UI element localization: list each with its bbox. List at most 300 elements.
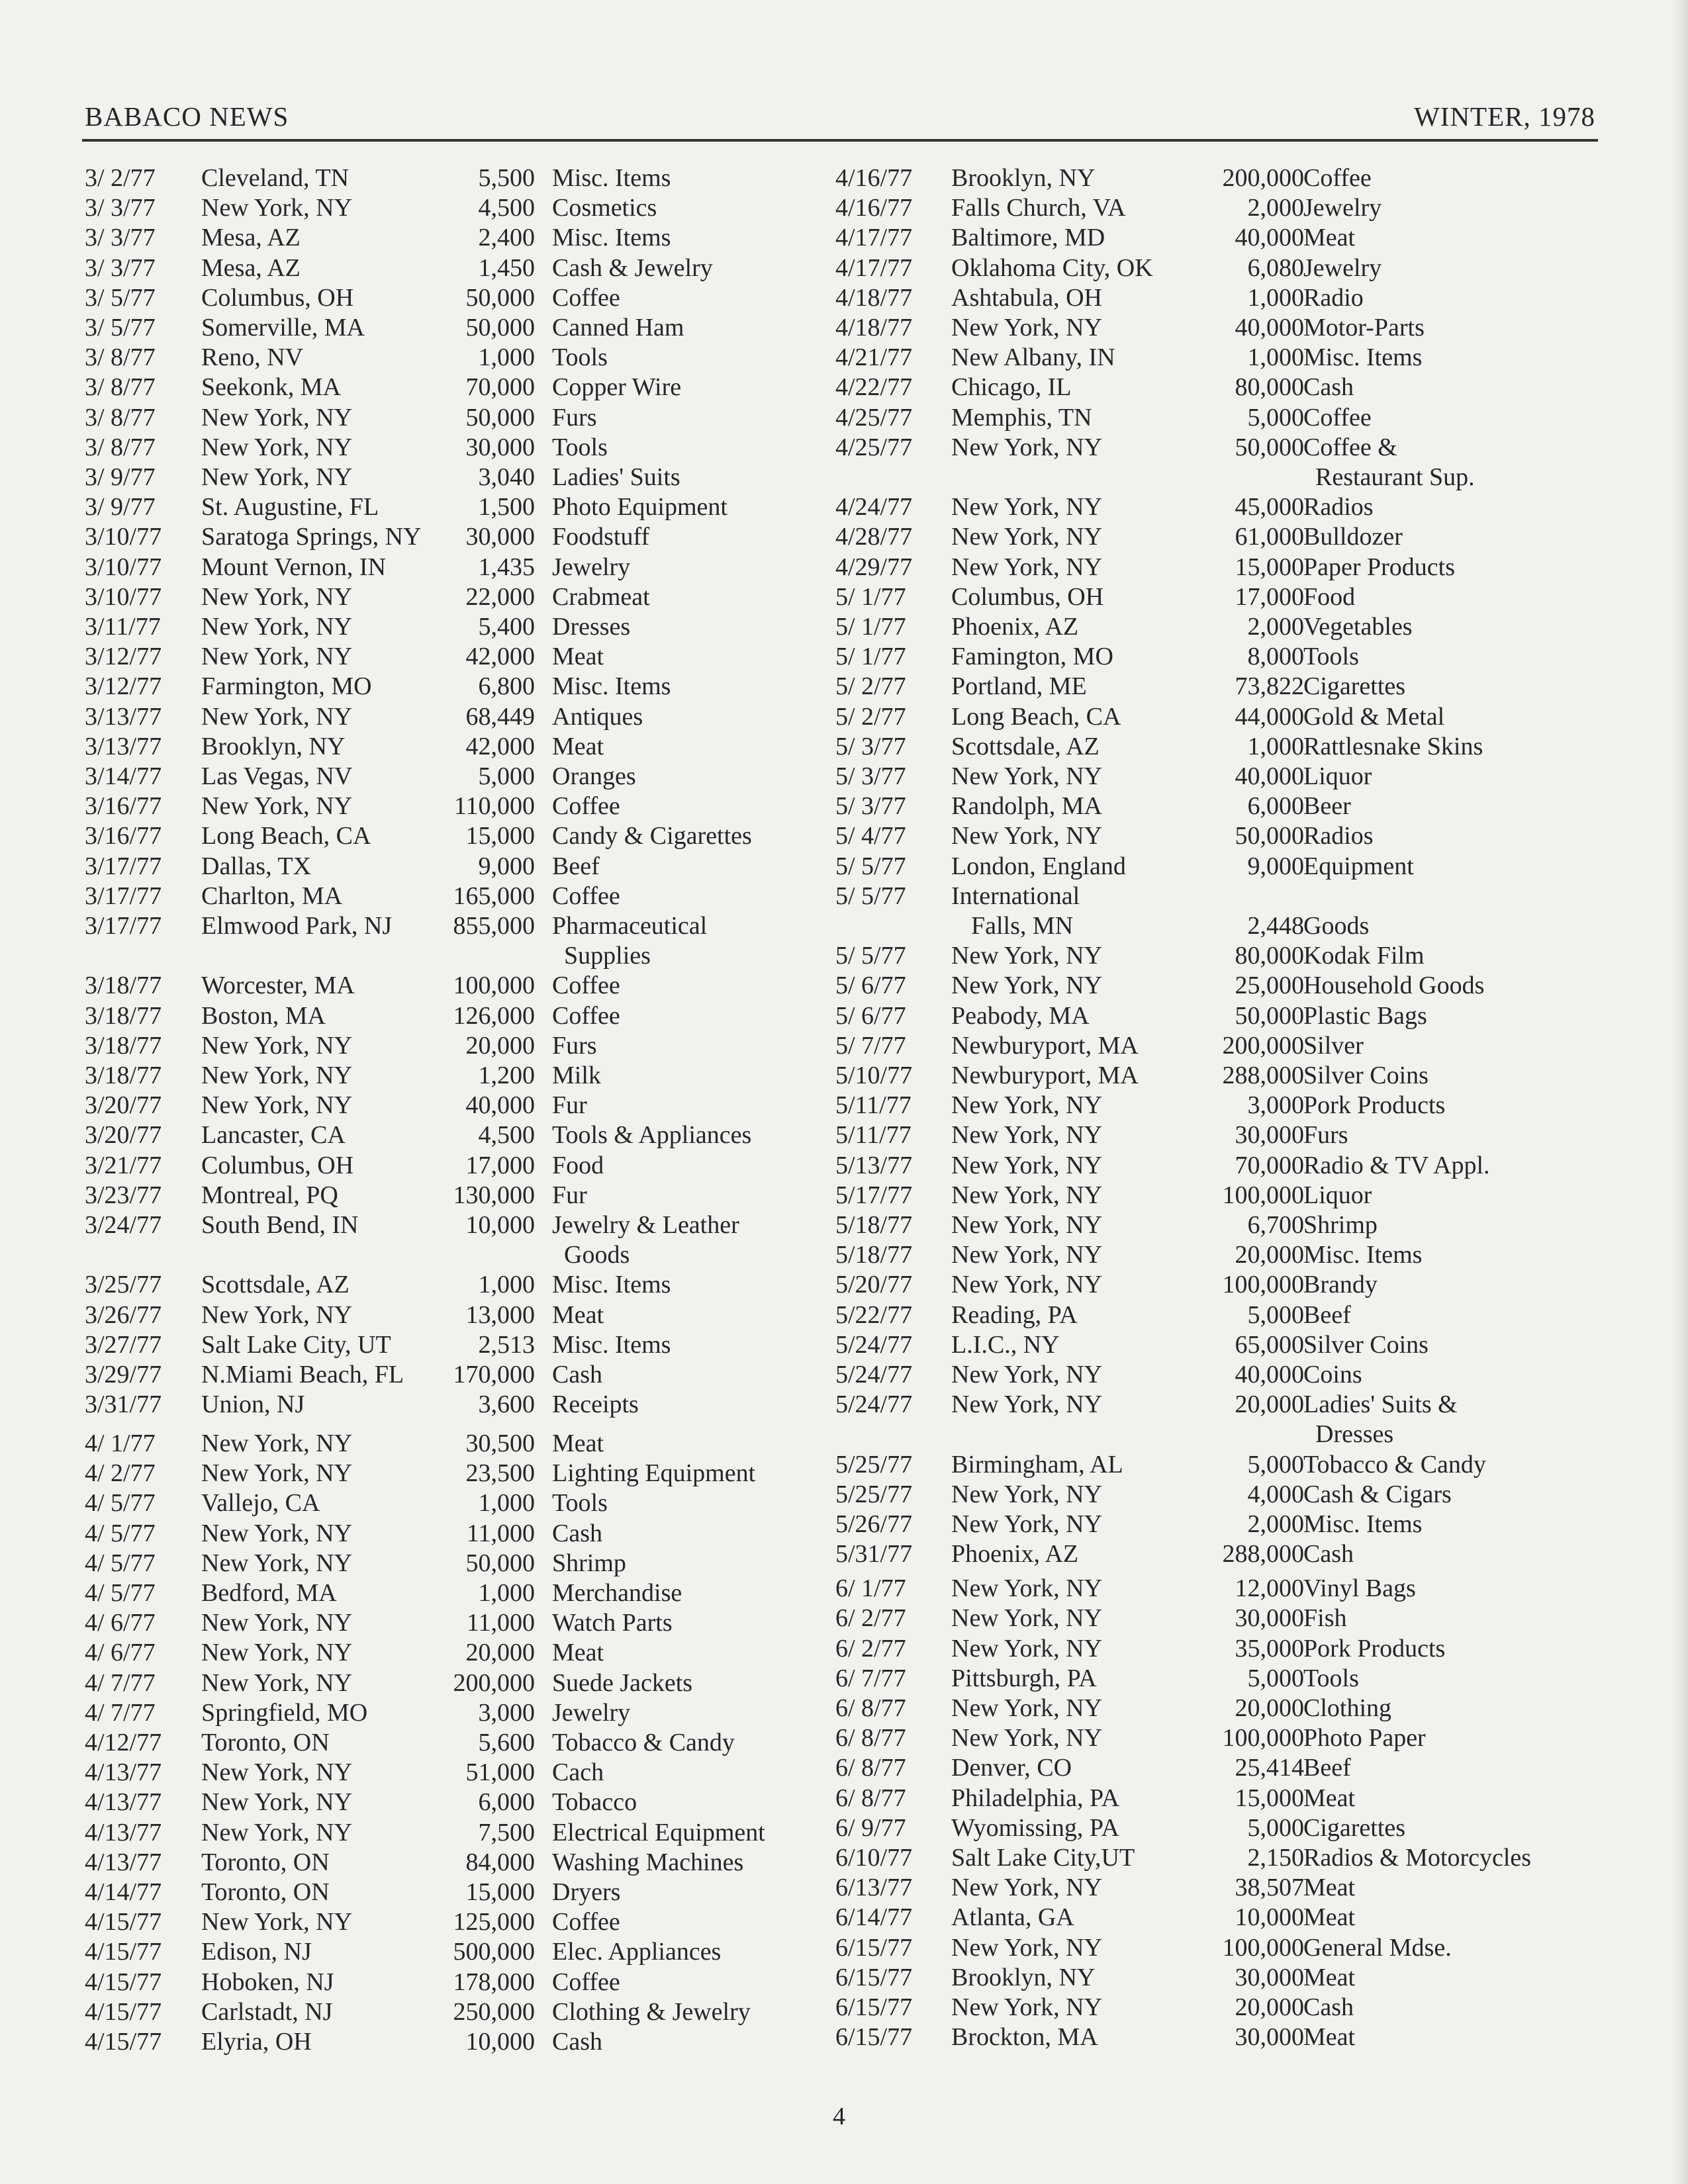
item-text: Coffee xyxy=(1303,164,1372,192)
city-text: Edison, NJ xyxy=(201,1938,312,1966)
city-text: New York, NY xyxy=(951,1724,1103,1752)
date-text: 5/13/77 xyxy=(835,1151,913,1179)
city-text: New York, NY xyxy=(951,1993,1103,2021)
amount-text: 5,600 xyxy=(478,1728,535,1756)
item-text: Lighting Equipment xyxy=(552,1459,756,1488)
date-text: 6/ 1/77 xyxy=(835,1574,906,1603)
city-text: New York, NY xyxy=(201,1519,353,1547)
amount-text: 100,000 xyxy=(1222,1181,1304,1209)
amount-text: 15,000 xyxy=(465,1878,535,1906)
amount-text: 35,000 xyxy=(1235,1634,1304,1662)
item-text: Photo Equipment xyxy=(552,493,727,522)
city-text: New York, NY xyxy=(951,1361,1103,1388)
item-text: Food xyxy=(1303,582,1356,611)
item-text: Meat xyxy=(1303,2023,1356,2052)
date-text: 3/18/77 xyxy=(85,972,162,1000)
amount-text: 50,000 xyxy=(465,283,535,312)
amount-text: 130,000 xyxy=(453,1181,535,1209)
date-text: 4/13/77 xyxy=(85,1758,162,1787)
amount-text: 68,449 xyxy=(465,702,535,731)
item-text: Cash & Cigars xyxy=(1303,1480,1452,1508)
date-text: 5/24/77 xyxy=(835,1330,913,1359)
amount-text: 70,000 xyxy=(1235,1151,1304,1179)
item-text: Milk xyxy=(552,1062,601,1089)
city-text: Salt Lake City,UT xyxy=(951,1843,1135,1872)
date-text: 3/17/77 xyxy=(85,882,162,910)
date-text: 3/23/77 xyxy=(85,1181,162,1209)
amount-text: 6,000 xyxy=(478,1788,535,1817)
amount-text: 2,000 xyxy=(1247,1510,1304,1538)
amount-text: 100,000 xyxy=(453,972,535,1000)
item-text: Gold & Metal xyxy=(1303,702,1445,731)
city-text: Columbus, OH xyxy=(201,1151,354,1179)
amount-text: 50,000 xyxy=(465,1549,535,1577)
item-text: Elec. Appliances xyxy=(552,1938,722,1966)
city-text: Newburyport, MA xyxy=(951,1031,1139,1060)
city-text: Elmwood Park, NJ xyxy=(201,912,393,940)
amount-text: 1,450 xyxy=(478,253,535,282)
item-text: Cosmetics xyxy=(552,194,657,222)
city-text: Peabody, MA xyxy=(951,1001,1090,1030)
amount-text: 500,000 xyxy=(453,1938,535,1966)
city-text: Boston, MA xyxy=(201,1001,326,1030)
city-text: New York, NY xyxy=(201,1818,353,1846)
city-text: New York, NY xyxy=(951,942,1103,970)
date-text: 3/18/77 xyxy=(85,1062,162,1089)
item-text: Cash xyxy=(552,2027,602,2056)
date-text: 6/ 2/77 xyxy=(835,1634,906,1662)
amount-text: 5,000 xyxy=(1247,403,1304,432)
date-text: 4/29/77 xyxy=(835,553,913,581)
city-text: Elyria, OH xyxy=(201,2027,312,2056)
item-text: Bulldozer xyxy=(1303,523,1403,551)
city-text: Columbus, OH xyxy=(951,582,1104,611)
item-text: Beer xyxy=(1303,792,1351,821)
date-text: 4/14/77 xyxy=(85,1878,162,1906)
date-text: 4/ 7/77 xyxy=(85,1698,156,1727)
date-text: 3/24/77 xyxy=(85,1211,162,1239)
city-text: New York, NY xyxy=(201,643,353,671)
item-text: Motor-Parts xyxy=(1303,314,1425,341)
date-text: 5/18/77 xyxy=(835,1211,913,1239)
date-text: 5/24/77 xyxy=(835,1390,913,1419)
city-text: New York, NY xyxy=(951,523,1103,551)
date-text: 4/15/77 xyxy=(85,1908,162,1936)
amount-text: 5,500 xyxy=(478,164,535,192)
date-text: 5/ 1/77 xyxy=(835,582,906,611)
date-text: 5/ 1/77 xyxy=(835,643,906,671)
city-text: Famington, MO xyxy=(951,643,1113,671)
city-text: Union, NJ xyxy=(201,1390,305,1419)
amount-text: 40,000 xyxy=(1235,1361,1304,1388)
amount-text: 20,000 xyxy=(1235,1694,1304,1722)
item-text: Radios xyxy=(1303,493,1374,522)
city-text: New York, NY xyxy=(951,1510,1103,1538)
city-text: Mesa, AZ xyxy=(201,224,301,252)
amount-text: 100,000 xyxy=(1222,1933,1304,1962)
item-text: Misc. Items xyxy=(552,224,671,252)
item-text: Coffee xyxy=(552,972,620,1000)
amount-text: 250,000 xyxy=(453,1997,535,2026)
amount-text: 2,000 xyxy=(1247,194,1304,222)
amount-text: 288,000 xyxy=(1222,1540,1304,1569)
amount-text: 80,000 xyxy=(1235,942,1304,970)
city-text: Philadelphia, PA xyxy=(951,1784,1120,1812)
date-text: 3/16/77 xyxy=(85,822,162,850)
date-text: 4/25/77 xyxy=(835,403,913,432)
item-text: Shrimp xyxy=(1303,1211,1378,1239)
date-text: 6/15/77 xyxy=(835,2023,913,2052)
amount-text: 2,150 xyxy=(1247,1843,1304,1872)
city-text: Reno, NV xyxy=(201,343,304,372)
city-text: New York, NY xyxy=(951,1390,1103,1419)
item-text: Coffee xyxy=(552,882,620,910)
city-text: New York, NY xyxy=(951,1480,1103,1508)
amount-text: 40,000 xyxy=(465,1091,535,1120)
amount-text: 17,000 xyxy=(1235,582,1304,611)
date-text: 4/ 5/77 xyxy=(85,1489,156,1518)
amount-text: 10,000 xyxy=(1235,1903,1304,1932)
city-text: Birmingham, AL xyxy=(951,1450,1123,1479)
item-text: Beef xyxy=(552,852,600,880)
item-text: Ladies' Suits & xyxy=(1303,1390,1458,1419)
city-text: Long Beach, CA xyxy=(201,822,371,850)
city-text: Randolph, MA xyxy=(951,792,1102,821)
amount-text: 45,000 xyxy=(1235,493,1304,522)
item-continuation: Goods xyxy=(564,1241,630,1269)
item-text: Suede Jackets xyxy=(552,1668,693,1697)
city-text: South Bend, IN xyxy=(201,1211,359,1239)
amount-text: 5,000 xyxy=(1247,1813,1304,1842)
date-text: 5/11/77 xyxy=(835,1121,912,1150)
amount-text: 1,000 xyxy=(1247,343,1304,372)
item-text: Misc. Items xyxy=(552,1271,671,1299)
item-text: Coffee xyxy=(552,283,620,312)
date-text: 5/22/77 xyxy=(835,1300,913,1329)
city-text: Mount Vernon, IN xyxy=(201,553,387,581)
amount-text: 10,000 xyxy=(465,2027,535,2056)
date-text: 3/10/77 xyxy=(85,582,162,611)
date-text: 5/ 2/77 xyxy=(835,672,906,701)
city-text: New York, NY xyxy=(201,1609,353,1637)
city-text: New York, NY xyxy=(951,1271,1103,1299)
item-text: Liquor xyxy=(1303,762,1372,790)
amount-text: 73,822 xyxy=(1235,672,1304,701)
amount-text: 1,435 xyxy=(478,553,535,581)
amount-text: 38,507 xyxy=(1235,1874,1304,1902)
amount-text: 4,000 xyxy=(1247,1480,1304,1508)
date-text: 6/ 2/77 xyxy=(835,1604,906,1633)
city-text: Brockton, MA xyxy=(951,2023,1098,2052)
item-text: Vinyl Bags xyxy=(1303,1574,1416,1603)
date-text: 4/ 5/77 xyxy=(85,1549,156,1577)
date-text: 6/ 8/77 xyxy=(835,1784,906,1812)
amount-text: 15,000 xyxy=(465,822,535,850)
item-text: Meat xyxy=(1303,1874,1356,1902)
item-text: Photo Paper xyxy=(1303,1724,1426,1752)
city-text: Denver, CO xyxy=(951,1754,1072,1782)
item-text: Cash xyxy=(1303,1993,1354,2021)
city-text: London, England xyxy=(951,852,1126,880)
item-text: Shrimp xyxy=(552,1549,626,1577)
amount-text: 40,000 xyxy=(1235,224,1304,252)
amount-text: 5,000 xyxy=(1247,1450,1304,1479)
city-text: Phoenix, AZ xyxy=(951,613,1079,641)
date-text: 5/25/77 xyxy=(835,1480,913,1508)
amount-text: 6,080 xyxy=(1247,253,1304,282)
amount-text: 4,500 xyxy=(478,1121,535,1150)
date-text: 3/20/77 xyxy=(85,1121,162,1150)
item-text: Tools xyxy=(552,343,608,372)
item-text: Jewelry xyxy=(1303,253,1382,282)
item-text: Copper Wire xyxy=(552,373,682,402)
amount-text: 30,000 xyxy=(465,523,535,551)
amount-text: 50,000 xyxy=(1235,433,1304,461)
city-text: Montreal, PQ xyxy=(201,1181,338,1209)
date-text: 3/ 8/77 xyxy=(85,373,156,402)
city-text: New York, NY xyxy=(201,1031,353,1060)
item-text: Meat xyxy=(552,643,604,671)
item-text: Dresses xyxy=(552,613,631,641)
city-text: New York, NY xyxy=(201,1668,353,1697)
date-text: 4/18/77 xyxy=(835,314,913,341)
date-text: 5/31/77 xyxy=(835,1540,913,1569)
item-text: Misc. Items xyxy=(552,672,671,701)
city-text: Columbus, OH xyxy=(201,283,354,312)
city-text: New York, NY xyxy=(951,972,1103,1000)
date-text: 4/13/77 xyxy=(85,1788,162,1817)
item-text: Washing Machines xyxy=(552,1848,744,1876)
amount-text: 20,000 xyxy=(465,1031,535,1060)
item-text: Coffee xyxy=(552,792,620,821)
city-text: New York, NY xyxy=(951,553,1103,581)
city-text: New York, NY xyxy=(951,822,1103,850)
date-text: 4/13/77 xyxy=(85,1818,162,1846)
item-text: Candy & Cigarettes xyxy=(552,822,752,850)
amount-text: 30,000 xyxy=(465,433,535,461)
city-text: Memphis, TN xyxy=(951,403,1092,432)
city-text: Springfield, MO xyxy=(201,1698,368,1727)
date-text: 4/24/77 xyxy=(835,493,913,522)
date-text: 3/21/77 xyxy=(85,1151,162,1179)
amount-text: 20,000 xyxy=(1235,1390,1304,1419)
item-text: Food xyxy=(552,1151,604,1179)
amount-text: 30,000 xyxy=(1235,1121,1304,1150)
date-text: 3/27/77 xyxy=(85,1330,162,1359)
date-text: 5/26/77 xyxy=(835,1510,913,1538)
city-text: Oklahoma City, OK xyxy=(951,253,1153,282)
date-text: 6/ 8/77 xyxy=(835,1694,906,1722)
page-edge-shadow xyxy=(1673,0,1688,2184)
city-text: Salt Lake City, UT xyxy=(201,1330,391,1359)
item-text: Silver xyxy=(1303,1031,1364,1060)
city-text: New York, NY xyxy=(951,1181,1103,1209)
city-text: Worcester, MA xyxy=(201,972,355,1000)
city-text: New York, NY xyxy=(201,1908,353,1936)
city-text: Lancaster, CA xyxy=(201,1121,346,1150)
city-text: New York, NY xyxy=(951,433,1103,461)
city-text: Vallejo, CA xyxy=(201,1489,320,1518)
city-text: New York, NY xyxy=(201,702,353,731)
amount-text: 5,000 xyxy=(1247,1664,1304,1692)
city-text: New York, NY xyxy=(201,433,353,461)
item-text: Fish xyxy=(1303,1604,1347,1633)
amount-text: 20,000 xyxy=(465,1639,535,1667)
date-text: 4/28/77 xyxy=(835,523,913,551)
item-text: Canned Ham xyxy=(552,314,684,341)
city-text: Toronto, ON xyxy=(201,1878,330,1906)
amount-text: 25,414 xyxy=(1235,1754,1304,1782)
date-text: 3/18/77 xyxy=(85,1001,162,1030)
date-text: 4/18/77 xyxy=(835,283,913,312)
city-text: Hoboken, NJ xyxy=(201,1968,334,1996)
item-text: Pork Products xyxy=(1303,1634,1446,1662)
amount-text: 12,000 xyxy=(1235,1574,1304,1603)
item-text: Furs xyxy=(552,403,597,432)
date-text: 4/15/77 xyxy=(85,1938,162,1966)
city-text: New York, NY xyxy=(951,1241,1103,1269)
city-text: Mesa, AZ xyxy=(201,253,301,282)
item-text: Radio xyxy=(1303,283,1364,312)
item-text: Cash xyxy=(552,1361,602,1388)
item-text: Receipts xyxy=(552,1390,639,1419)
amount-text: 50,000 xyxy=(465,403,535,432)
item-text: Merchandise xyxy=(552,1578,682,1607)
date-text: 6/14/77 xyxy=(835,1903,913,1932)
date-text: 3/18/77 xyxy=(85,1031,162,1060)
item-text: Tools xyxy=(1303,1664,1359,1692)
date-text: 6/ 8/77 xyxy=(835,1724,906,1752)
city-text: New York, NY xyxy=(951,1634,1103,1662)
date-text: 3/ 3/77 xyxy=(85,194,156,222)
date-text: 3/10/77 xyxy=(85,553,162,581)
amount-text: 25,000 xyxy=(1235,972,1304,1000)
date-text: 3/ 9/77 xyxy=(85,463,156,491)
city-text: Falls Church, VA xyxy=(951,194,1126,222)
city-text: New York, NY xyxy=(951,1694,1103,1722)
amount-text: 50,000 xyxy=(1235,1001,1304,1030)
amount-text: 1,000 xyxy=(478,343,535,372)
city-continuation: Falls, MN xyxy=(971,911,1074,940)
amount-text: 200,000 xyxy=(1222,164,1304,192)
amount-text: 30,500 xyxy=(465,1429,535,1457)
city-text: New Albany, IN xyxy=(951,343,1115,372)
city-text: Scottsdale, AZ xyxy=(201,1271,350,1299)
city-text: St. Augustine, FL xyxy=(201,493,379,522)
date-text: 3/ 2/77 xyxy=(85,164,156,192)
amount-text: 6,000 xyxy=(1247,792,1304,821)
date-text: 3/12/77 xyxy=(85,672,162,701)
amount-text: 100,000 xyxy=(1222,1724,1304,1752)
amount-text: 100,000 xyxy=(1222,1271,1304,1299)
item-text: Foodstuff xyxy=(552,523,650,551)
date-text: 5/17/77 xyxy=(835,1181,913,1209)
city-text: New York, NY xyxy=(201,613,353,641)
item-text: Beef xyxy=(1303,1754,1351,1782)
amount-text: 70,000 xyxy=(465,373,535,402)
date-text: 3/13/77 xyxy=(85,702,162,731)
city-text: New York, NY xyxy=(201,1639,353,1667)
amount-text: 3,000 xyxy=(478,1698,535,1727)
item-text: Meat xyxy=(552,732,604,760)
city-text: Baltimore, MD xyxy=(951,224,1105,252)
item-text: Coffee xyxy=(552,1908,620,1936)
date-text: 4/17/77 xyxy=(835,224,913,252)
item-text: Coffee xyxy=(1303,403,1372,432)
amount-text: 165,000 xyxy=(453,882,535,910)
date-text: 4/17/77 xyxy=(835,253,913,282)
city-text: New York, NY xyxy=(201,194,353,222)
date-text: 4/16/77 xyxy=(835,194,913,222)
issue-date: WINTER, 1978 xyxy=(1414,101,1595,132)
city-text: New York, NY xyxy=(951,762,1103,790)
city-text: Brooklyn, NY xyxy=(951,164,1096,192)
item-text: Dryers xyxy=(552,1878,621,1906)
item-text: Misc. Items xyxy=(552,164,671,192)
item-text: Crabmeat xyxy=(552,582,650,611)
date-text: 3/31/77 xyxy=(85,1390,162,1419)
amount-text: 44,000 xyxy=(1235,702,1304,731)
amount-text: 178,000 xyxy=(453,1968,535,1996)
city-text: New York, NY xyxy=(951,1211,1103,1239)
city-text: Las Vegas, NV xyxy=(201,762,353,790)
date-text: 5/ 6/77 xyxy=(835,972,906,1000)
date-text: 3/ 9/77 xyxy=(85,493,156,522)
date-text: 5/ 1/77 xyxy=(835,613,906,641)
amount-text: 5,000 xyxy=(1247,1300,1304,1329)
city-text: New York, NY xyxy=(951,493,1103,522)
amount-text: 50,000 xyxy=(1235,822,1304,850)
date-text: 4/22/77 xyxy=(835,373,913,402)
city-text: New York, NY xyxy=(201,1062,353,1089)
date-text: 5/25/77 xyxy=(835,1450,913,1479)
amount-text: 1,000 xyxy=(1247,283,1304,312)
item-text: Rattlesnake Skins xyxy=(1303,732,1483,760)
date-text: 4/12/77 xyxy=(85,1728,162,1756)
amount-text: 17,000 xyxy=(465,1151,535,1179)
amount-text: 126,000 xyxy=(453,1001,535,1030)
date-text: 3/ 8/77 xyxy=(85,343,156,372)
item-text: Jewelry xyxy=(552,553,631,581)
city-text: Phoenix, AZ xyxy=(951,1540,1079,1569)
item-text: Meat xyxy=(1303,224,1356,252)
city-text: New York, NY xyxy=(951,314,1103,341)
date-text: 6/ 8/77 xyxy=(835,1754,906,1782)
item-text: Meat xyxy=(1303,1903,1356,1932)
amount-text: 1,000 xyxy=(478,1489,535,1518)
item-text: Fur xyxy=(552,1181,587,1209)
date-text: 3/17/77 xyxy=(85,852,162,880)
city-text: Dallas, TX xyxy=(201,852,312,880)
city-text: Charlton, MA xyxy=(201,882,343,910)
amount-text: 20,000 xyxy=(1235,1993,1304,2021)
item-text: Furs xyxy=(552,1031,597,1060)
date-text: 5/ 5/77 xyxy=(835,882,906,910)
city-text: Newburyport, MA xyxy=(951,1062,1139,1089)
city-text: L.I.C., NY xyxy=(951,1330,1060,1359)
date-text: 3/ 8/77 xyxy=(85,403,156,432)
city-text: New York, NY xyxy=(201,1091,353,1120)
city-text: New York, NY xyxy=(951,1574,1103,1603)
date-text: 3/12/77 xyxy=(85,643,162,671)
amount-text: 30,000 xyxy=(1235,1604,1304,1633)
item-continuation: Supplies xyxy=(564,942,651,970)
city-text: New York, NY xyxy=(201,1758,353,1787)
date-text: 4/25/77 xyxy=(835,433,913,461)
date-text: 5/20/77 xyxy=(835,1271,913,1299)
city-text: Somerville, MA xyxy=(201,314,365,341)
city-text: New York, NY xyxy=(201,403,353,432)
